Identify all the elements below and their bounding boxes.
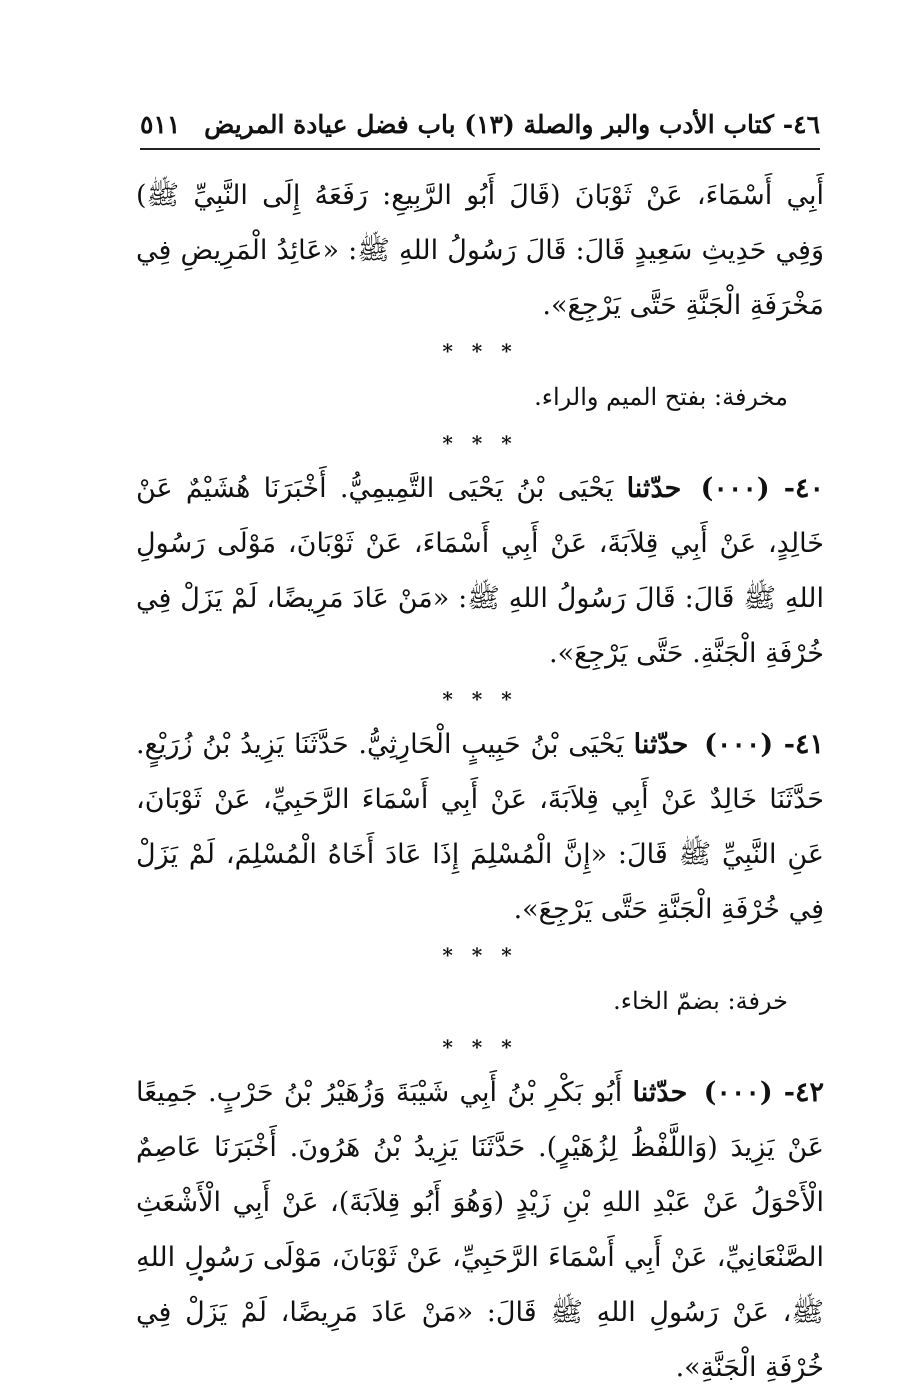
running-title: ٤٦- كتاب الأدب والبر والصلة (١٣) باب فضل عيادة المريض bbox=[204, 110, 820, 139]
stray-dot bbox=[198, 1276, 203, 1281]
narration-opening: حدّثنا bbox=[626, 473, 682, 504]
hadith-continuation: أَبِي أَسْمَاءَ، عَنْ ثَوْبَانَ (قَالَ أَبُو الرَّبِيعِ: رَفَعَهُ إِلَى النَّبِيِّ ﷺ) وَفِي حَدِيثِ سَعِيدٍ قَالَ: قَالَ رَسُولُ اللهِ ﷺ: «عَائِدُ الْمَرِيضِ فِي مَخْرَفَةِ الْجَنَّةِ حَتَّى يَرْجِعَ». bbox=[136, 180, 824, 321]
hadith-text: أَبُو بَكْرِ بْنُ أَبِي شَيْبَةَ وَزُهَيْرُ بْنُ حَرْبٍ. جَمِيعًا عَنْ يَزِيدَ (وَاللَّفْظُ لِزُهَيْرٍ). حَدَّثَنَا يَزِيدُ بْنُ هَرُونَ. أَخْبَرَنَا عَاصِمٌ الْأَحْوَلُ عَنْ عَبْدِ اللهِ بْنِ زَيْدٍ (وَهُوَ أَبُو قِلاَبَةَ)، عَنْ أَبِي الْأَشْعَثِ الصَّنْعَانِيِّ، عَنْ أَبِي أَسْمَاءَ الرَّحَبِيِّ، عَنْ ثَوْبَانَ، مَوْلَى رَسُولِ اللهِ ﷺ، عَنْ رَسُولِ اللهِ ﷺ قَالَ: «مَنْ عَادَ مَرِيضًا، لَمْ يَزَلْ فِي خُرْفَةِ الْجَنَّةِ». bbox=[136, 1077, 824, 1383]
hadith-40 bbox=[136, 461, 824, 681]
section-separator: * * * bbox=[442, 1035, 518, 1059]
hadith-42 bbox=[136, 1065, 824, 1395]
hadith-number: ٤٠- (٠٠٠) bbox=[700, 473, 824, 504]
section-separator: * * * bbox=[442, 339, 518, 363]
hadith-number: ٤١- (٠٠٠) bbox=[704, 729, 824, 760]
narration-opening: حدّثنا bbox=[632, 1077, 688, 1108]
page-number: ٥١١ bbox=[140, 110, 181, 139]
gloss-note: مخرفة: بفتح الميم والراء. bbox=[534, 383, 788, 411]
gloss-note: خرفة: بضمّ الخاء. bbox=[613, 987, 788, 1015]
hadith-41 bbox=[136, 717, 824, 937]
header-rule bbox=[140, 148, 820, 150]
hadith-text: يَحْيَى بْنُ يَحْيَى التَّمِيمِيُّ. أَخْبَرَنَا هُشَيْمٌ عَنْ خَالِدٍ، عَنْ أَبِي قِلاَبَةَ، عَنْ أَبِي أَسْمَاءَ، عَنْ ثَوْبَانَ، مَوْلَى رَسُولِ اللهِ ﷺ قَالَ: قَالَ رَسُولُ اللهِ ﷺ: «مَنْ عَادَ مَرِيضًا، لَمْ يَزَلْ فِي خُرْفَةِ الْجَنَّةِ. حَتَّى يَرْجِعَ». bbox=[136, 473, 824, 669]
section-separator: * * * bbox=[442, 943, 518, 967]
page-header bbox=[140, 108, 820, 148]
hadith-number: ٤٢- (٠٠٠) bbox=[703, 1077, 825, 1108]
section-separator: * * * bbox=[442, 431, 518, 455]
narration-opening: حدّثنا bbox=[633, 729, 689, 760]
hadith-text: يَحْيَى بْنُ حَبِيبٍ الْحَارِثِيُّ. حَدَّثَنَا يَزِيدُ بْنُ زُرَيْعٍ. حَدَّثَنَا خَالِدٌ عَنْ أَبِي قِلاَبَةَ، عَنْ أَبِي أَسْمَاءَ الرَّحَبِيِّ، عَنْ ثَوْبَانَ، عَنِ النَّبِيِّ ﷺ قَالَ: «إِنَّ الْمُسْلِمَ إِذَا عَادَ أَخَاهُ الْمُسْلِمَ، لَمْ يَزَلْ فِي خُرْفَةِ الْجَنَّةِ حَتَّى يَرْجِعَ». bbox=[136, 729, 824, 925]
page-body bbox=[136, 168, 824, 1395]
section-separator: * * * bbox=[442, 687, 518, 711]
